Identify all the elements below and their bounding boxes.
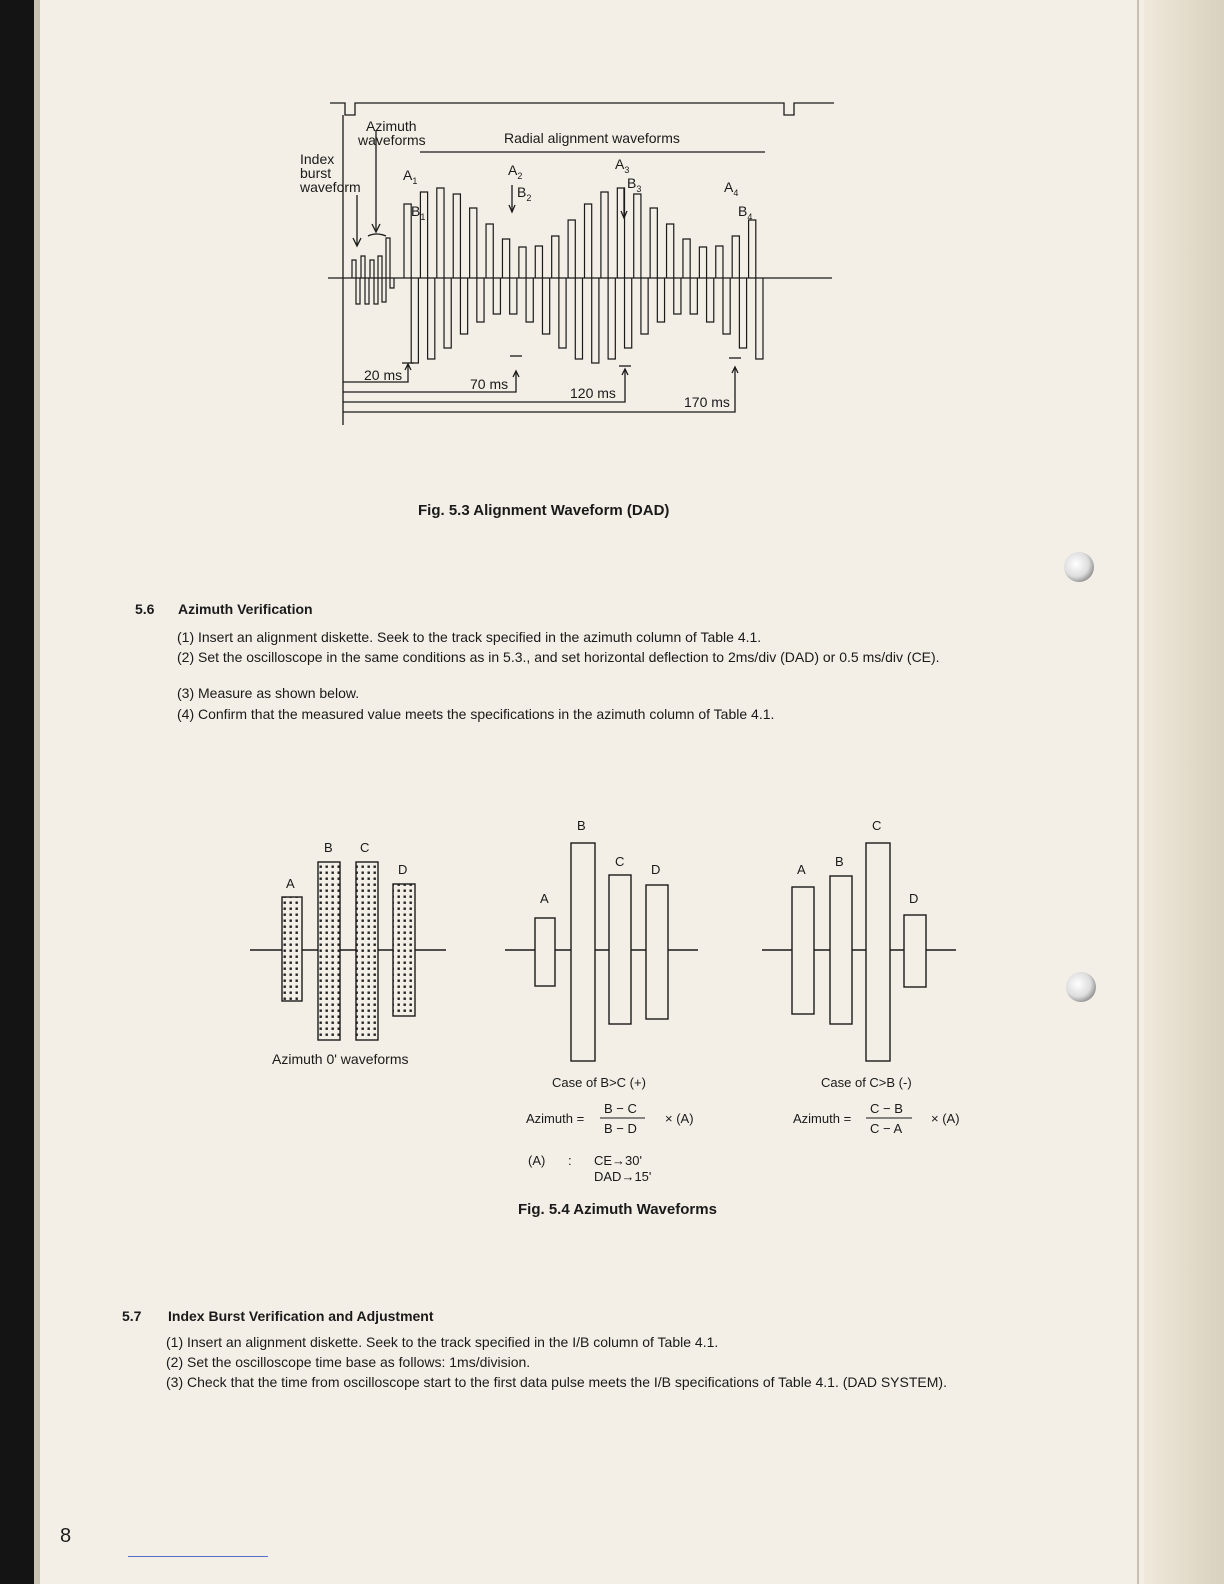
time-170ms: 170 ms — [684, 394, 730, 410]
note-a-label: (A) — [528, 1153, 546, 1168]
marker-b3: $B_3$ — [627, 175, 642, 194]
azimuth-pulse — [386, 238, 394, 288]
minus-label-a: A — [797, 862, 806, 877]
case-plus-label: Case of B>C (+) — [552, 1075, 646, 1090]
index-label: Index — [300, 151, 335, 167]
azimuth-label: Azimuth — [366, 118, 417, 134]
radial-pulse — [683, 239, 697, 314]
fig53-caption: Fig. 5.3 Alignment Waveform (DAD) — [418, 502, 670, 519]
azimuth-minus-label: Azimuth = — [793, 1111, 852, 1126]
radial-pulse — [601, 192, 615, 359]
radial-pulse — [585, 204, 599, 363]
marker-a3: $A_3$ — [615, 156, 630, 175]
radial-pulse — [470, 208, 484, 322]
index-burst-pulse — [361, 256, 369, 304]
waveform-label: waveform — [300, 179, 361, 195]
marker-a2: $A_2$ — [508, 162, 523, 181]
minus-denominator: C − A — [870, 1121, 903, 1136]
radial-pulse — [732, 236, 746, 348]
plus-pulse-d — [646, 885, 668, 1019]
minus-label-b: B — [835, 854, 844, 869]
radial-pulse — [502, 239, 516, 314]
marker-b2: $B_2$ — [517, 184, 532, 203]
fig54-caption: Fig. 5.4 Azimuth Waveforms — [518, 1201, 717, 1218]
azimuth-waveforms-figure — [0, 800, 1224, 1220]
plus-times-a: × (A) — [665, 1111, 694, 1126]
section-5-6-title: Azimuth Verification — [178, 601, 313, 617]
section-5-7-item-1: (1) Insert an alignment diskette. Seek to the track specified in the I/B column of Table 4.1. — [166, 1334, 719, 1350]
minus-pulse-a — [792, 887, 814, 1014]
radial-pulse — [535, 246, 549, 334]
plus-numerator: B − C — [604, 1101, 637, 1116]
time-120ms: 120 ms — [570, 385, 616, 401]
note-colon: : — [568, 1153, 572, 1168]
section-5-6-number: 5.6 — [135, 601, 155, 617]
section-5-7-number: 5.7 — [122, 1308, 142, 1324]
radial-pulse — [617, 188, 631, 348]
zero-pulse-a — [282, 897, 302, 1001]
radial-pulse — [699, 247, 713, 322]
case-minus-label: Case of C>B (-) — [821, 1075, 912, 1090]
binder-hole-top — [1064, 552, 1094, 582]
minus-pulse-b — [830, 876, 852, 1024]
zero-label-d: D — [398, 862, 408, 877]
plus-pulse-b — [571, 843, 595, 1061]
index-burst-pulse — [370, 260, 378, 304]
plus-pulse-c — [609, 875, 631, 1024]
note-ce: CE→30' — [594, 1153, 643, 1168]
minus-pulse-d — [904, 915, 926, 987]
section-5-6-item-1: (1) Insert an alignment diskette. Seek to the track specified in the azimuth column of Table 4.1. — [177, 629, 762, 645]
radial-pulse — [650, 208, 664, 322]
zero-label-b: B — [324, 840, 333, 855]
minus-numerator: C − B — [870, 1101, 903, 1116]
section-5-6-item-4: (4) Confirm that the measured value meets the specifications in the azimuth column of Table 4.1. — [177, 706, 775, 722]
time-20ms: 20 ms — [364, 367, 403, 383]
radial-pulse — [486, 224, 500, 314]
radial-pulse — [634, 194, 648, 334]
plus-denominator: B − D — [604, 1121, 637, 1136]
page-number: 8 — [60, 1525, 72, 1547]
burst-label: burst — [300, 165, 332, 181]
section-5-6-item-2: (2) Set the oscilloscope in the same conditions as in 5.3., and set horizontal deflection to 2ms/div (DAD) or 0.5 ms/div (CE). — [177, 649, 940, 665]
note-dad: DAD→15' — [594, 1169, 652, 1184]
time-70ms: 70 ms — [470, 376, 509, 392]
azimuth-pulse — [378, 256, 386, 302]
alignment-waveform-figure — [0, 0, 1224, 440]
zero-pulse-c — [356, 862, 378, 1040]
zero-pulse-d — [393, 884, 415, 1016]
radial-pulse — [716, 246, 730, 334]
minus-times-a: × (A) — [931, 1111, 960, 1126]
scan-artifact-line — [128, 1556, 268, 1557]
azimuth-plus-label: Azimuth = — [526, 1111, 585, 1126]
radial-pulse — [552, 236, 566, 348]
zero-waveforms-caption: Azimuth 0' waveforms — [272, 1051, 409, 1067]
section-5-7-item-2: (2) Set the oscilloscope time base as follows: 1ms/division. — [166, 1354, 531, 1370]
plus-pulse-a — [535, 918, 555, 986]
radial-pulse — [568, 220, 582, 359]
radial-pulse — [667, 224, 681, 314]
radial-pulse — [437, 188, 451, 348]
radial-pulse — [519, 247, 533, 322]
marker-a4: $A_4$ — [724, 179, 739, 198]
radial-pulse — [749, 220, 763, 359]
section-5-6-item-3: (3) Measure as shown below. — [177, 685, 360, 701]
plus-label-a: A — [540, 891, 549, 906]
minus-label-d: D — [909, 891, 919, 906]
plus-label-d: D — [651, 862, 661, 877]
minus-label-c: C — [872, 818, 882, 833]
marker-b4: $B_4$ — [738, 203, 753, 222]
index-burst-pulse — [352, 260, 360, 304]
radial-pulse — [404, 204, 418, 363]
azimuth-waveforms-label: waveforms — [358, 132, 426, 148]
plus-label-c: C — [615, 854, 625, 869]
zero-pulse-b — [318, 862, 340, 1040]
zero-label-a: A — [286, 876, 295, 891]
section-5-7-title: Index Burst Verification and Adjustment — [168, 1308, 434, 1324]
section-5-7-item-3: (3) Check that the time from oscilloscope start to the first data pulse meets the I/B specifications of Table 4.1. (DAD SYSTEM). — [166, 1374, 947, 1390]
radial-pulse — [453, 194, 467, 334]
radial-alignment-label: Radial alignment waveforms — [504, 130, 680, 146]
marker-b1: $B_1$ — [411, 203, 426, 222]
minus-pulse-c — [866, 843, 890, 1061]
marker-a1: $A_1$ — [403, 167, 418, 186]
plus-label-b: B — [577, 818, 586, 833]
zero-label-c: C — [360, 840, 370, 855]
